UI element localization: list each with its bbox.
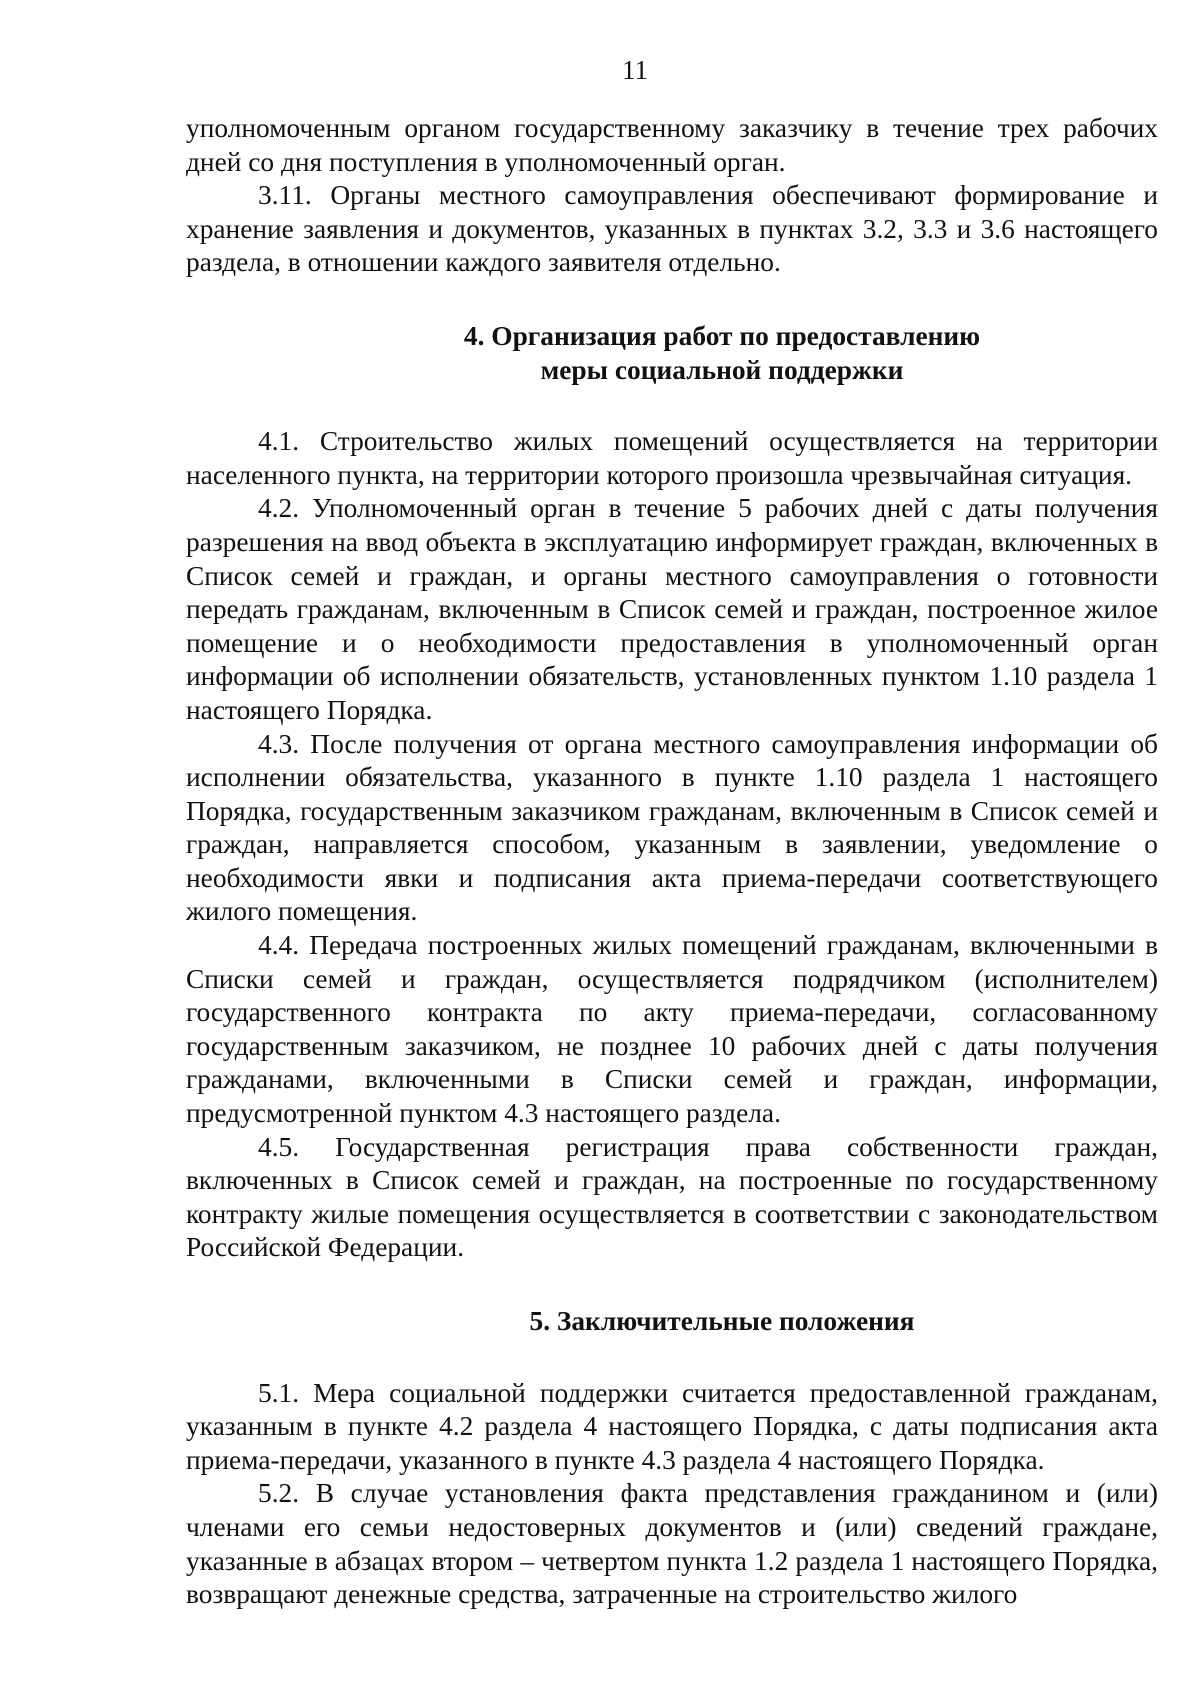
section-5-heading-text: 5. Заключительные положения — [529, 1306, 915, 1336]
spacer — [186, 1339, 1158, 1377]
paragraph-4-3: 4.3. После получения от органа местного самоуправления информации об исполнении обязательства, указанного в пункте 1.10 раздела 1 настоящего Порядка, государственным заказчиком гражданам, включенным в Список семей и граждан, направляется способом, указанным в заявлении, уведомление о необходимости явки и подписания акта приема-передачи соответствующего жилого помещения. — [186, 728, 1158, 927]
section-4-heading — [186, 320, 1158, 387]
paragraph-4-1: 4.1. Строительство жилых помещений осуществляется на территории населенного пункта, на территории которого произошла чрезвычайная ситуация. — [186, 426, 1158, 490]
paragraph-3-11: 3.11. Органы местного самоуправления обеспечивают формирование и хранение заявления и документов, указанных в пунктах 3.2, 3.3 и 3.6 настоящего раздела, в отношении каждого заявителя отдельно. — [186, 180, 1158, 278]
document-body — [186, 112, 1158, 1612]
spacer — [186, 280, 1158, 320]
section-5-heading — [186, 1305, 1158, 1339]
page-number: 11 — [622, 55, 648, 85]
paragraph-5-1: 5.1. Мера социальной поддержки считается предоставленной гражданам, указанным в пункте 4.2 раздела 4 настоящего Порядка, с даты подписания акта приема-передачи, указанного в пункте 4.3 раздела 4 настоящего Порядка. — [186, 1377, 1158, 1475]
paragraph-continuation: уполномоченным органом государственному заказчику в течение трех рабочих дней со дня поступления в уполномоченный орган. — [186, 113, 1158, 177]
spacer — [186, 387, 1158, 425]
paragraph-5-2: 5.2. В случае установления факта представления гражданином и (или) членами его семьи недостоверных документов и (или) сведений граждане, указанные в абзацах втором – четвертом пункта 1.2 раздела 1 настоящего Порядка, возвращают денежные средства, затраченные на строительство жилого — [186, 1478, 1158, 1610]
paragraph-4-5: 4.5. Государственная регистрация права собственности граждан, включенных в Список семей и граждан, на построенные по государственному контракту жилые помещения осуществляется в соответствии с законодательством Российской Федерации. — [186, 1131, 1158, 1263]
paragraph-4-2: 4.2. Уполномоченный орган в течение 5 рабочих дней с даты получения разрешения на ввод объекта в эксплуатацию информирует граждан, включенных в Список семей и граждан, и органы местного самоуправления о готовности передать гражданам, включенным в Список семей и граждан, построенное жилое помещение и о необходимости предоставления в уполномоченный орган информации об исполнении обязательств, установленных пунктом 1.10 раздела 1 настоящего Порядка. — [186, 493, 1158, 725]
section-4-heading-line-2: меры социальной поддержки — [540, 354, 904, 385]
section-4-heading-line-1: 4. Организация работ по предоставлению — [463, 320, 981, 351]
spacer — [186, 1265, 1158, 1305]
paragraph-4-4: 4.4. Передача построенных жилых помещений гражданам, включенными в Списки семей и граждан, осуществляется подрядчиком (исполнителем) государственного контракта по акту приема-передачи, согласованному государственным заказчиком, не позднее 10 рабочих дней с даты получения гражданами, включенными в Списки семей и граждан, информации, предусмотренной пунктом 4.3 настоящего раздела. — [186, 930, 1158, 1129]
